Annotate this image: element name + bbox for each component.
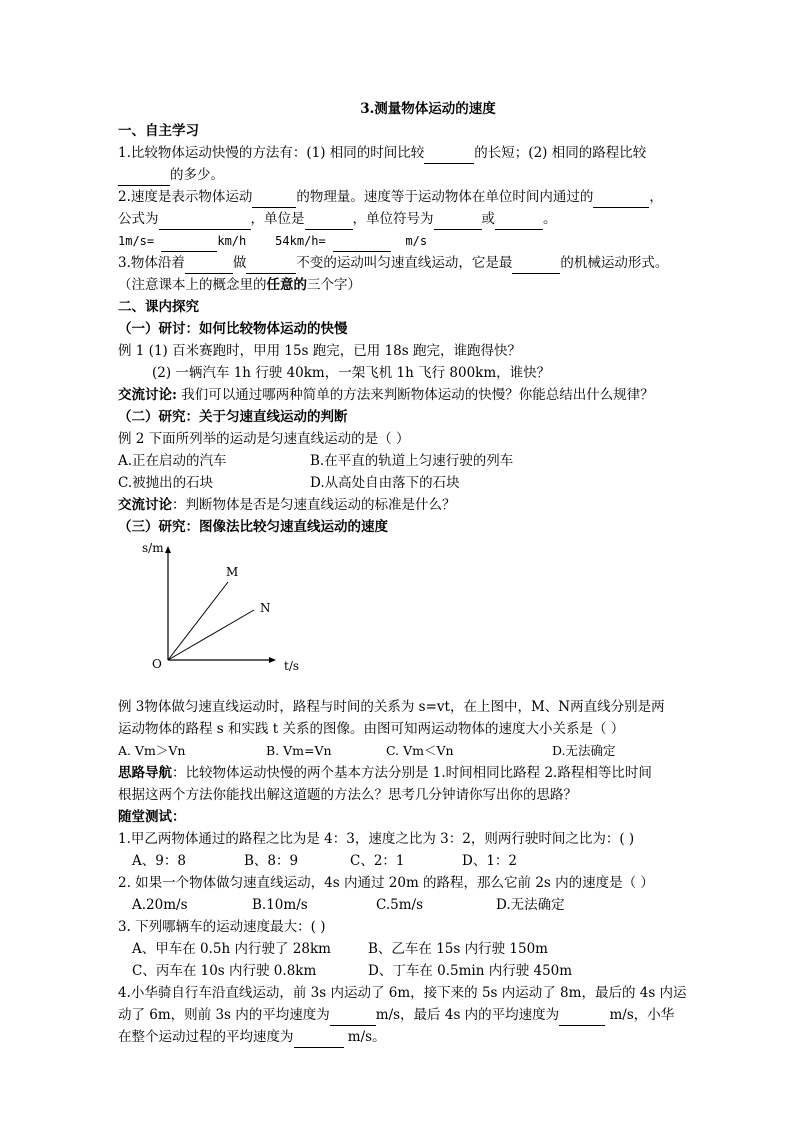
section-heading-inquiry: 二、课内探究	[118, 299, 199, 315]
question-2-text-f: ，单位符号为	[352, 211, 434, 227]
question-3-text-d: 的机械运动形式。	[560, 255, 669, 271]
option-a: A、甲车在 0.5h 内行驶了 28km	[132, 941, 331, 957]
question-2-text-h: 。	[543, 211, 557, 227]
conversion-text-d: m/s	[405, 234, 428, 248]
answer-blank[interactable]	[294, 1032, 344, 1048]
thinking-label: 思路导航	[118, 765, 172, 781]
note-text-emphasis: 任意的	[266, 277, 307, 293]
option-d: D.无法确定	[552, 743, 616, 758]
subsection-heading-3: （三）研究：图像法比较匀速直线运动的速度	[118, 519, 388, 535]
answer-blank[interactable]	[333, 236, 391, 252]
option-a: A.正在启动的汽车	[118, 453, 227, 469]
quiz-question-1: 1.甲乙两物体通过的路程之比为是 4：3，速度之比为 3：2，则两行驶时间之比为：( )	[118, 831, 635, 847]
example-2: 例 2 下面所列举的运动是匀速直线运动的是（ ）	[118, 431, 410, 447]
discussion-label: 交流讨论:	[118, 387, 177, 403]
y-axis-arrow-icon	[165, 546, 171, 553]
question-3-text-b: 做	[232, 255, 247, 271]
subsection-heading-2: （二）研究：关于匀速直线运动的判断	[118, 409, 348, 425]
thinking-guide-cont: 根据这两个方法你能找出解这道题的方法么？思考几分钟请你写出你的思路？	[118, 787, 577, 803]
quiz-question-3-options-row-1	[118, 938, 698, 960]
note-text-a: （注意课本上的概念里的	[118, 277, 267, 293]
question-2-text-g: 或	[481, 211, 495, 227]
question-1	[118, 142, 698, 164]
example-2-options-row-2	[118, 472, 698, 494]
option-a: A. Vm＞Vn	[118, 743, 186, 758]
question-4-text-e: 在整个运动过程的平均速度为	[118, 1029, 294, 1045]
option-b: B、乙车在 15s 内行驶 150m	[368, 941, 548, 957]
answer-blank[interactable]	[330, 1010, 376, 1026]
unit-conversion	[118, 230, 698, 252]
quiz-question-4-end	[118, 1026, 698, 1048]
example-1-a: 例 1 (1) 百米赛跑时，甲用 15s 跑完，已用 18s 跑完，谁跑得快？	[118, 343, 521, 359]
option-a: A.20m/s	[132, 897, 188, 913]
quiz-question-4: 4.小华骑自行车沿直线运动，前 3s 内运动了 6m，接下来的 5s 内运动了 8m，最后的 4s 内运	[118, 985, 687, 1001]
y-axis-label: s/m	[142, 541, 164, 555]
question-4-text-f: m/s。	[343, 1029, 386, 1045]
answer-blank[interactable]	[434, 214, 482, 230]
quiz-question-2: 2. 如果一个物体做匀速直线运动，4s 内通过 20m 的路程，那么它前 2s 内的速度是（ ）	[118, 875, 654, 891]
conversion-text-b: km/h	[217, 234, 247, 248]
x-axis-label: t/s	[284, 659, 300, 673]
quiz-question-3: 3. 下列哪辆车的运动速度最大：( )	[118, 919, 326, 935]
question-2-text-b: 的物理量。速度等于运动物体在单位时间内通过的	[296, 189, 594, 205]
question-3	[118, 252, 698, 274]
page-title: 3.测量物体运动的速度	[360, 101, 496, 117]
option-c: C.5m/s	[376, 897, 424, 913]
subsection-heading-1: （一）研讨：如何比较物体运动的快慢	[118, 321, 348, 337]
answer-blank[interactable]	[424, 148, 474, 164]
answer-blank[interactable]	[495, 214, 543, 230]
line-m	[168, 582, 228, 660]
origin-label: O	[152, 657, 162, 671]
example-1-b: (2) 一辆汽车 1h 行驶 40km，一架飞机 1h 飞行 800km，谁快？	[152, 365, 551, 381]
option-d: D、丁车在 0.5min 内行驶 450m	[368, 963, 573, 979]
option-a: A、9：8	[132, 853, 186, 869]
option-b: B. Vm=Vn	[266, 743, 332, 758]
example-3-options	[118, 740, 698, 762]
discussion-text: ：判断物体是否是匀速直线运动的标准是什么？	[172, 497, 456, 513]
st-graph-svg	[128, 538, 308, 683]
answer-blank[interactable]	[593, 192, 649, 208]
discussion-text: 我们可以通过哪两种简单的方法来判断物体运动的快慢？你能总结出什么规律？	[176, 387, 654, 403]
thinking-text-a: ：比较物体运动快慢的两个基本方法分别是 1.时间相同比路程 2.路程相等比时间	[172, 765, 652, 781]
option-b: B.在平直的轨道上匀速行驶的列车	[310, 453, 514, 469]
answer-blank[interactable]	[161, 236, 217, 252]
question-2-text-c: ，	[649, 189, 663, 205]
question-3-text-a: 3.物体沿着	[118, 255, 185, 271]
answer-blank[interactable]	[512, 258, 560, 274]
question-2-text-a: 2.速度是表示物体运动	[118, 189, 253, 205]
conversion-text-c: 54km/h=	[275, 234, 326, 248]
example-3-b: 运动物体的路程 s 和实践 t 关系的图像。由图可知两运动物体的速度大小关系是（ ）	[118, 721, 625, 737]
section-heading-self-study: 一、自主学习	[118, 123, 199, 139]
line-m-label: M	[226, 565, 239, 579]
answer-blank[interactable]	[246, 258, 296, 274]
question-4-text-d: m/s，小华	[605, 1007, 675, 1023]
question-2-text-d: 公式为	[118, 211, 159, 227]
answer-blank[interactable]	[559, 1010, 605, 1026]
question-2-cont	[118, 208, 698, 230]
question-1-text-c: 的多少。	[170, 167, 224, 183]
option-c: C、2：1	[350, 853, 405, 869]
question-2	[118, 186, 698, 208]
option-c: C. Vm＜Vn	[386, 743, 454, 758]
quiz-question-3-options-row-2	[118, 960, 698, 982]
worksheet-page	[118, 98, 698, 1048]
line-n-label: N	[260, 601, 271, 615]
option-c: C、丙车在 10s 内行驶 0.8km	[132, 963, 317, 979]
thinking-guide	[118, 762, 698, 784]
line-n	[168, 610, 254, 660]
discussion-1	[118, 384, 698, 406]
answer-blank[interactable]	[305, 214, 353, 230]
option-d: D.无法确定	[496, 897, 565, 913]
question-4-text-c: m/s，最后 4s 内的平均速度为	[375, 1007, 560, 1023]
x-axis-arrow-icon	[269, 657, 276, 663]
question-1-cont	[118, 164, 698, 186]
option-b: B、8：9	[244, 853, 299, 869]
note-text-c: 三个字）	[307, 277, 361, 293]
option-c: C.被抛出的石块	[118, 475, 214, 491]
discussion-label: 交流讨论	[118, 497, 172, 513]
quiz-heading: 随堂测试：	[118, 809, 186, 825]
option-d: D.从高处自由落下的石块	[310, 475, 460, 491]
question-3-note	[118, 274, 698, 296]
question-2-text-e: ，单位是	[250, 211, 305, 227]
answer-blank[interactable]	[159, 214, 251, 230]
quiz-question-2-options	[118, 894, 698, 916]
question-4-text-b: 动了 6m，则前 3s 内的平均速度为	[118, 1007, 330, 1023]
conversion-text-a: 1m/s=	[118, 234, 155, 248]
option-d: D、1：2	[462, 853, 518, 869]
question-3-text-c: 不变的运动叫匀速直线运动，它是最	[296, 255, 513, 271]
question-1-text-b: 的长短；(2) 相同的路程比较	[474, 145, 647, 161]
answer-blank[interactable]	[118, 170, 170, 186]
question-1-text-a: 1.比较物体运动快慢的方法有：(1) 相同的时间比较	[118, 145, 425, 161]
option-b: B.10m/s	[252, 897, 308, 913]
st-graph	[118, 538, 698, 688]
discussion-2	[118, 494, 698, 516]
answer-blank[interactable]	[252, 192, 296, 208]
quiz-question-4-cont	[118, 1004, 698, 1026]
answer-blank[interactable]	[185, 258, 233, 274]
quiz-question-1-options	[118, 850, 698, 872]
example-2-options-row-1	[118, 450, 698, 472]
example-3-a: 例 3物体做匀速直线运动时，路程与时间的关系为 s=vt，在上图中，M、N两直线分别是两	[118, 699, 665, 715]
